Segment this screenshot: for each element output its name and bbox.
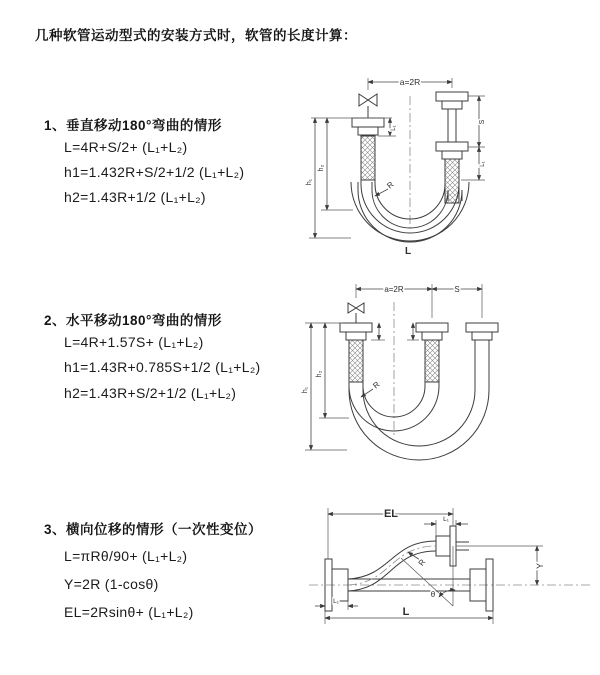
section-3-formula-EL: EL=2Rsinθ+ (L₁+L₂)	[64, 604, 194, 620]
dim-y-label: Y	[535, 562, 545, 570]
dim-s-label: S	[479, 119, 486, 125]
section-2-formula-h1: h1=1.43R+0.785S+1/2 (L₁+L₂)	[64, 359, 261, 375]
radius-r-label: R	[385, 179, 396, 191]
dim-h2-label: h₂	[316, 370, 323, 378]
section-3-heading: 3、横向位移的情形（一次性变位）	[44, 522, 263, 537]
dim-s-label: S	[454, 285, 460, 294]
radius-r-label: R	[416, 557, 428, 568]
dim-l1-left-label: L₁	[333, 598, 339, 605]
hose-bend-displaced	[349, 362, 489, 460]
section-1-formula-h2: h2=1.43R+1/2 (L₁+L₂)	[64, 189, 206, 205]
valve-icon	[359, 94, 377, 118]
diagram-vertical-180-bend	[295, 70, 580, 270]
dim-h2-label: h₂	[318, 164, 325, 172]
page-title: 几种软管运动型式的安装方式时，软管的长度计算：	[35, 28, 357, 43]
section-1-formula-L: L=4R+S/2+ (L₁+L₂)	[64, 139, 188, 155]
dim-l-label: L	[402, 606, 410, 618]
section-2-formula-L: L=4R+1.57S+ (L₁+L₂)	[64, 334, 204, 350]
dim-h1-label: h₁	[302, 386, 309, 394]
section-3-formula-Y: Y=2R (1-cosθ)	[64, 576, 159, 592]
angle-theta-label: θ	[430, 590, 436, 599]
section-1-formula-h1: h1=1.432R+S/2+1/2 (L₁+L₂)	[64, 164, 245, 180]
dim-l1-top-label: L₁	[443, 516, 449, 523]
length-l-label: L	[404, 246, 412, 257]
radius-r-label: R	[371, 379, 382, 391]
section-2-heading: 2、水平移动180°弯曲的情形	[44, 313, 222, 328]
section-1-heading: 1、垂直移动180°弯曲的情形	[44, 118, 222, 133]
diagram-lateral-displacement	[303, 498, 600, 675]
section-3-formula-L: L=πRθ/90+ (L₁+L₂)	[64, 548, 188, 564]
dim-h1-label: h₁	[306, 178, 313, 186]
dim-l1-right-label: L₁	[480, 161, 486, 167]
diagram-horizontal-180-bend	[295, 278, 585, 473]
dim-l1-left-label: L₁	[391, 125, 397, 131]
dim-el-label: EL	[383, 508, 399, 520]
dim-a-2r-label: a=2R	[384, 285, 404, 294]
section-2-formula-h2: h2=1.43R+S/2+1/2 (L₁+L₂)	[64, 385, 237, 401]
valve-icon	[348, 303, 364, 323]
dim-a-2r-label: a=2R	[399, 77, 421, 87]
